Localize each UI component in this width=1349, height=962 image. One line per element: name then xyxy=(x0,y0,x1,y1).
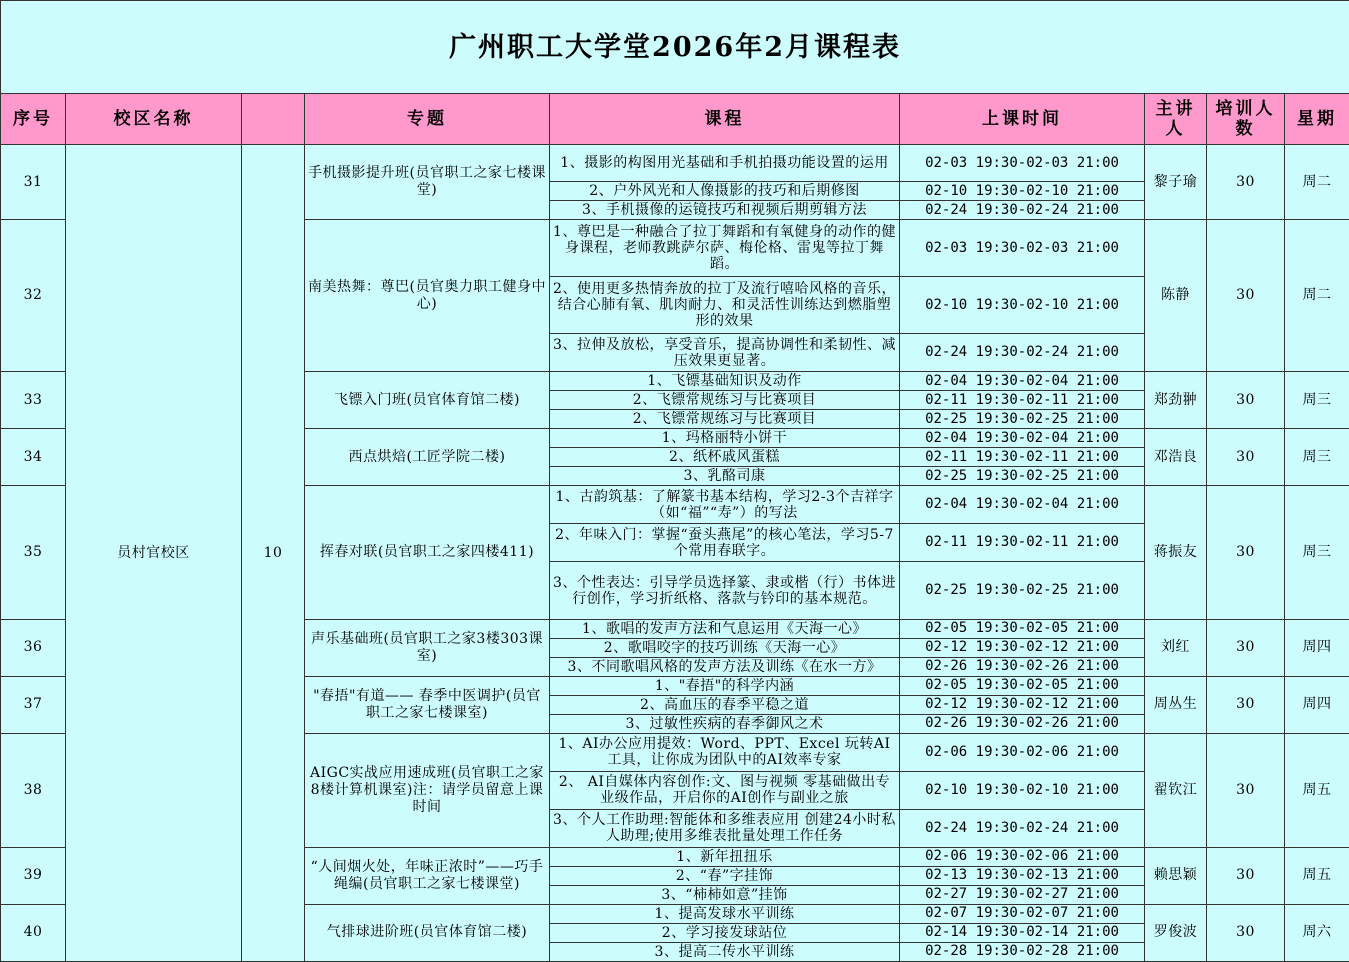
session-time: 02-28 19:30-02-28 21:00 xyxy=(900,942,1145,961)
row-lecturer: 刘红 xyxy=(1145,619,1207,676)
session-course: 3、个性表达：引导学员选择篆、隶或楷（行）书体进行创作，学习折纸格、落款与钤印的基本规范。 xyxy=(550,562,900,619)
session-time: 02-26 19:30-02-26 21:00 xyxy=(900,657,1145,676)
campus-count: 10 xyxy=(242,145,305,962)
row-lecturer: 周丛生 xyxy=(1145,676,1207,733)
session-course: 1、玛格丽特小饼干 xyxy=(550,429,900,448)
session-course: 1、飞镖基础知识及动作 xyxy=(550,372,900,391)
session-time: 02-25 19:30-02-25 21:00 xyxy=(900,467,1145,486)
row-trainees: 30 xyxy=(1207,904,1285,961)
row-seq: 35 xyxy=(1,486,66,619)
session-course: 3、不同歌唱风格的发声方法及训练《在水一方》 xyxy=(550,657,900,676)
session-course: 2、年味入门：掌握“蚕头燕尾”的核心笔法，学习5-7个常用春联字。 xyxy=(550,524,900,562)
session-time: 02-11 19:30-02-11 21:00 xyxy=(900,448,1145,467)
row-lecturer: 陈静 xyxy=(1145,220,1207,372)
session-time: 02-25 19:30-02-25 21:00 xyxy=(900,410,1145,429)
row-lecturer: 黎子瑜 xyxy=(1145,145,1207,220)
session-course: 2、纸杯戚风蛋糕 xyxy=(550,448,900,467)
session-course: 1、古韵筑基：了解篆书基本结构，学习2-3个吉祥字（如“福”“寿”）的写法 xyxy=(550,486,900,524)
session-course: 2、高血压的春季平稳之道 xyxy=(550,695,900,714)
session-time: 02-04 19:30-02-04 21:00 xyxy=(900,372,1145,391)
row-trainees: 30 xyxy=(1207,220,1285,372)
row-seq: 40 xyxy=(1,904,66,961)
session-course: 1、"春捂"的科学内涵 xyxy=(550,676,900,695)
row-trainees: 30 xyxy=(1207,145,1285,220)
row-seq: 34 xyxy=(1,429,66,486)
session-time: 02-11 19:30-02-11 21:00 xyxy=(900,524,1145,562)
row-trainees: 30 xyxy=(1207,847,1285,904)
row-lecturer: 赖思颖 xyxy=(1145,847,1207,904)
session-course: 1、尊巴是一种融合了拉丁舞蹈和有氧健身的动作的健身课程，老师教跳萨尔萨、梅伦格、雷鬼等拉丁舞蹈。 xyxy=(550,220,900,277)
session-time: 02-25 19:30-02-25 21:00 xyxy=(900,562,1145,619)
header-lecturer: 主讲人 xyxy=(1145,94,1207,145)
row-topic: 南美热舞：尊巴(员官奥力职工健身中心) xyxy=(305,220,550,372)
session-course: 1、摄影的构图用光基础和手机拍摄功能设置的运用 xyxy=(550,145,900,182)
row-lecturer: 蒋振友 xyxy=(1145,486,1207,619)
row-trainees: 30 xyxy=(1207,486,1285,619)
row-weekday: 周二 xyxy=(1285,220,1349,372)
row-seq: 39 xyxy=(1,847,66,904)
session-course: 2、户外风光和人像摄影的技巧和后期修图 xyxy=(550,182,900,201)
row-seq: 33 xyxy=(1,372,66,429)
session-time: 02-04 19:30-02-04 21:00 xyxy=(900,429,1145,448)
row-weekday: 周四 xyxy=(1285,619,1349,676)
session-time: 02-10 19:30-02-10 21:00 xyxy=(900,182,1145,201)
session-time: 02-12 19:30-02-12 21:00 xyxy=(900,695,1145,714)
row-trainees: 30 xyxy=(1207,676,1285,733)
row-weekday: 周五 xyxy=(1285,733,1349,847)
row-weekday: 周二 xyxy=(1285,145,1349,220)
session-time: 02-06 19:30-02-06 21:00 xyxy=(900,847,1145,866)
row-seq: 38 xyxy=(1,733,66,847)
header-blank xyxy=(242,94,305,145)
row-seq: 32 xyxy=(1,220,66,372)
row-topic: 气排球进阶班(员官体育馆二楼) xyxy=(305,904,550,961)
session-course: 2、飞镖常规练习与比赛项目 xyxy=(550,391,900,410)
header-topic: 专题 xyxy=(305,94,550,145)
session-course: 1、AI办公应用提效：Word、PPT、Excel 玩转AI工具，让你成为团队中的AI效率专家 xyxy=(550,733,900,771)
row-topic: 飞镖入门班(员官体育馆二楼) xyxy=(305,372,550,429)
session-course: 3、拉伸及放松，享受音乐，提高协调性和柔韧性、减压效果更显著。 xyxy=(550,334,900,372)
session-time: 02-05 19:30-02-05 21:00 xyxy=(900,619,1145,638)
header-course: 课程 xyxy=(550,94,900,145)
row-trainees: 30 xyxy=(1207,733,1285,847)
session-time: 02-24 19:30-02-24 21:00 xyxy=(900,809,1145,847)
row-topic: 西点烘焙(工匠学院二楼) xyxy=(305,429,550,486)
row-seq: 31 xyxy=(1,145,66,220)
header-seq: 序号 xyxy=(1,94,66,145)
header-weekday: 星期 xyxy=(1285,94,1349,145)
session-time: 02-13 19:30-02-13 21:00 xyxy=(900,866,1145,885)
session-course: 3、手机摄像的运镜技巧和视频后期剪辑方法 xyxy=(550,201,900,220)
row-topic: 挥春对联(员官职工之家四楼411) xyxy=(305,486,550,619)
session-course: 2、“春”字挂饰 xyxy=(550,866,900,885)
table-row xyxy=(1,145,1349,182)
session-course: 1、提高发球水平训练 xyxy=(550,904,900,923)
row-topic: AIGC实战应用速成班(员官职工之家8楼计算机课室)注：请学员留意上课时间 xyxy=(305,733,550,847)
row-lecturer: 邓浩良 xyxy=(1145,429,1207,486)
page-title: 广州职工大学堂2026年2月课程表 xyxy=(1,1,1349,94)
row-topic: "春捂"有道—— 春季中医调护(员官职工之家七楼课室) xyxy=(305,676,550,733)
session-course: 2、歌唱咬字的技巧训练《天海一心》 xyxy=(550,638,900,657)
session-time: 02-27 19:30-02-27 21:00 xyxy=(900,885,1145,904)
session-time: 02-03 19:30-02-03 21:00 xyxy=(900,220,1145,277)
session-time: 02-10 19:30-02-10 21:00 xyxy=(900,277,1145,334)
session-course: 2、 AI自媒体内容创作:文、图与视频 零基础做出专业级作品，开启你的AI创作与副业之旅 xyxy=(550,771,900,809)
header-campus: 校区名称 xyxy=(66,94,242,145)
session-time: 02-24 19:30-02-24 21:00 xyxy=(900,201,1145,220)
row-weekday: 周六 xyxy=(1285,904,1349,961)
session-course: 3、乳酪司康 xyxy=(550,467,900,486)
row-trainees: 30 xyxy=(1207,619,1285,676)
campus-name: 员村官校区 xyxy=(66,145,242,962)
row-trainees: 30 xyxy=(1207,429,1285,486)
session-time: 02-07 19:30-02-07 21:00 xyxy=(900,904,1145,923)
session-time: 02-04 19:30-02-04 21:00 xyxy=(900,486,1145,524)
row-seq: 36 xyxy=(1,619,66,676)
session-course: 3、提高二传水平训练 xyxy=(550,942,900,961)
row-seq: 37 xyxy=(1,676,66,733)
row-weekday: 周四 xyxy=(1285,676,1349,733)
session-course: 1、歌唱的发声方法和气息运用《天海一心》 xyxy=(550,619,900,638)
session-course: 2、飞镖常规练习与比赛项目 xyxy=(550,410,900,429)
session-course: 3、“柿柿如意”挂饰 xyxy=(550,885,900,904)
session-course: 2、学习接发球站位 xyxy=(550,923,900,942)
row-topic: 手机摄影提升班(员官职工之家七楼课堂) xyxy=(305,145,550,220)
row-weekday: 周三 xyxy=(1285,486,1349,619)
session-course: 2、使用更多热情奔放的拉丁及流行嘻哈风格的音乐，结合心肺有氧、肌肉耐力、和灵活性训练达到燃脂塑形的效果 xyxy=(550,277,900,334)
row-lecturer: 罗俊波 xyxy=(1145,904,1207,961)
row-topic: 声乐基础班(员官职工之家3楼303课室) xyxy=(305,619,550,676)
header-trainees: 培训人数 xyxy=(1207,94,1285,145)
session-time: 02-03 19:30-02-03 21:00 xyxy=(900,145,1145,182)
session-time: 02-10 19:30-02-10 21:00 xyxy=(900,771,1145,809)
session-time: 02-05 19:30-02-05 21:00 xyxy=(900,676,1145,695)
row-lecturer: 翟钦江 xyxy=(1145,733,1207,847)
row-topic: “人间烟火处，年味正浓时”——巧手绳编(员官职工之家七楼课堂) xyxy=(305,847,550,904)
row-lecturer: 郑劲翀 xyxy=(1145,372,1207,429)
row-weekday: 周三 xyxy=(1285,372,1349,429)
row-weekday: 周五 xyxy=(1285,847,1349,904)
session-course: 3、个人工作助理:智能体和多维表应用 创建24小时私人助理;使用多维表批量处理工作任务 xyxy=(550,809,900,847)
row-trainees: 30 xyxy=(1207,372,1285,429)
session-course: 3、过敏性疾病的春季御风之术 xyxy=(550,714,900,733)
header-time: 上课时间 xyxy=(900,94,1145,145)
session-time: 02-06 19:30-02-06 21:00 xyxy=(900,733,1145,771)
session-course: 1、新年扭扭乐 xyxy=(550,847,900,866)
session-time: 02-26 19:30-02-26 21:00 xyxy=(900,714,1145,733)
row-weekday: 周三 xyxy=(1285,429,1349,486)
session-time: 02-24 19:30-02-24 21:00 xyxy=(900,334,1145,372)
session-time: 02-14 19:30-02-14 21:00 xyxy=(900,923,1145,942)
session-time: 02-11 19:30-02-11 21:00 xyxy=(900,391,1145,410)
session-time: 02-12 19:30-02-12 21:00 xyxy=(900,638,1145,657)
